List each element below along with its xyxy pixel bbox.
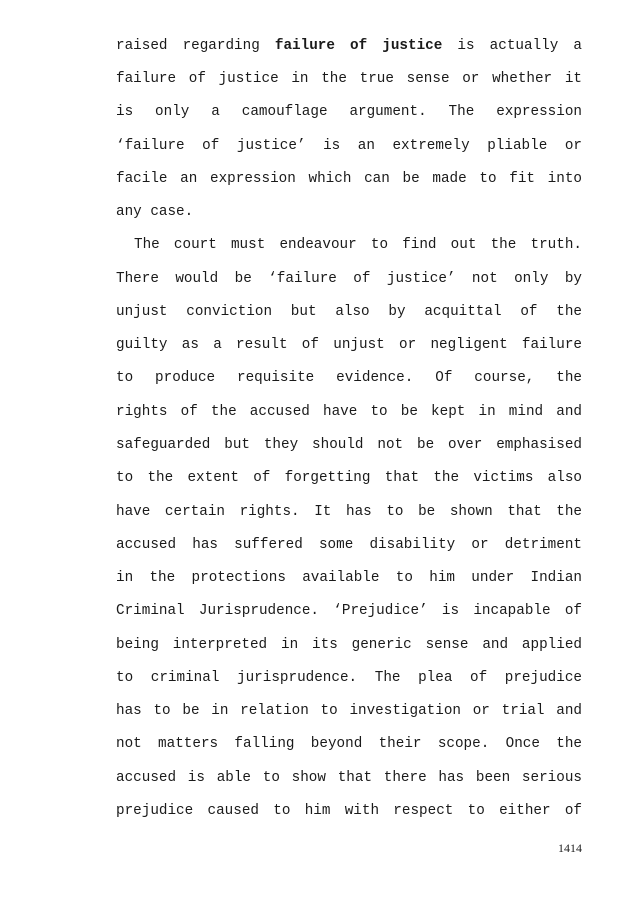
text-line-10: guilty as a result of unjust or negligent failure (116, 337, 582, 353)
text-line-6: any case. (116, 204, 194, 220)
paragraph-2-first-line: The court must endeavour to find out the truth. (134, 237, 582, 253)
text-line-21: has to be in relation to investigation or trial and (116, 703, 582, 719)
text-line-14: to the extent of forgetting that the victims also (116, 470, 582, 486)
text-line-24: prejudice caused to him with respect to either of (116, 803, 582, 819)
text-line-16: accused has suffered some disability or detriment (116, 537, 582, 553)
page-number: 1414 (558, 841, 582, 855)
text-line-22: not matters falling beyond their scope. Once the (116, 736, 582, 752)
text-line-13: safeguarded but they should not be over emphasised (116, 437, 582, 453)
text-line-8: There would be ‘failure of justice’ not only by (116, 271, 582, 287)
text-line-17: in the protections available to him under Indian (116, 570, 582, 586)
text-line-4: ‘failure of justice’ is an extremely pliable or (116, 138, 582, 154)
text-line-15: have certain rights. It has to be shown that the (116, 504, 582, 520)
text-line-9: unjust conviction but also by acquittal of the (116, 304, 582, 320)
text-line-1 (116, 35, 582, 57)
text-line-3: is only a camouflage argument. The expression (116, 104, 582, 120)
text-line-23: accused is able to show that there has been serious (116, 770, 582, 786)
text-line-11: to produce requisite evidence. Of course, the (116, 370, 582, 386)
emphasized-phrase: failure of justice (274, 38, 443, 54)
text-line-2: failure of justice in the true sense or whether it (116, 71, 582, 87)
text-line-12: rights of the accused have to be kept in mind and (116, 404, 582, 420)
text-line-18: Criminal Jurisprudence. ‘Prejudice’ is incapable of (116, 603, 582, 619)
text-line-20: to criminal jurisprudence. The plea of prejudice (116, 670, 582, 686)
text-line-5: facile an expression which can be made to fit into (116, 171, 582, 187)
text-line-1-start: raised regarding (116, 38, 275, 54)
text-line-19: being interpreted in its generic sense and applied (116, 637, 582, 653)
text-line-1-end: is actually a (442, 38, 582, 54)
